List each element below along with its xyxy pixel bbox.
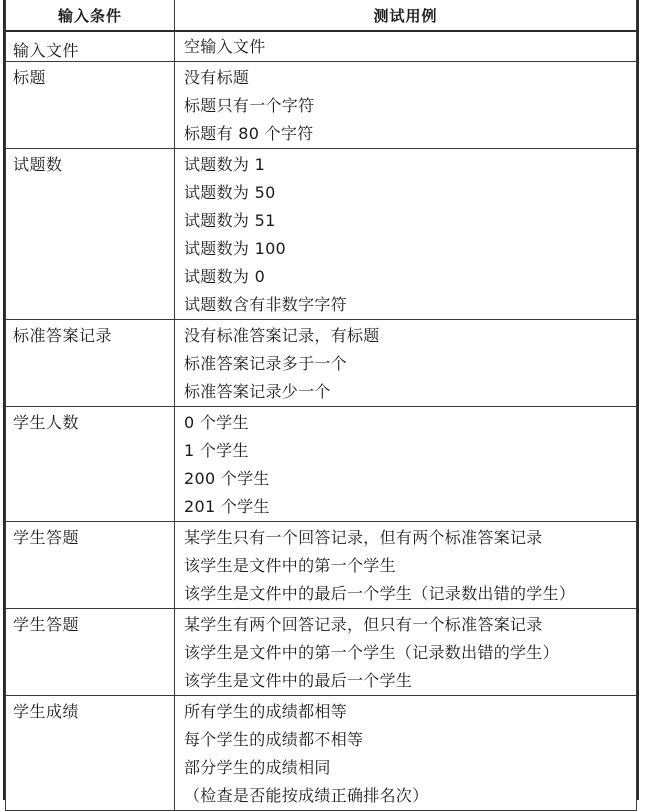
test-case-item: 某学生有两个回答记录，但只有一个标准答案记录 <box>184 615 543 634</box>
input-condition-cell: 试题数 <box>6 149 175 320</box>
table-row <box>6 522 637 609</box>
test-case-table <box>5 0 637 811</box>
table-row <box>6 62 637 149</box>
test-case-item: 部分学生的成绩相同 <box>184 758 331 777</box>
input-condition-cell: 标题 <box>6 62 175 149</box>
test-case-item: 所有学生的成绩都相等 <box>184 702 348 721</box>
test-case-item: 0 个学生 <box>184 413 249 432</box>
table-row <box>6 696 637 811</box>
test-cases-cell <box>175 696 637 811</box>
input-condition-cell: 学生人数 <box>6 407 175 522</box>
test-case-item: 没有标题 <box>184 68 250 87</box>
test-case-item: 标准答案记录少一个 <box>184 382 331 401</box>
test-case-item: 201 个学生 <box>184 497 270 516</box>
test-case-item: 试题数为 0 <box>184 267 266 286</box>
test-cases-cell <box>175 149 637 320</box>
test-cases-cell <box>175 522 637 609</box>
test-cases-cell <box>175 320 637 407</box>
test-case-item: 试题数为 50 <box>184 183 276 202</box>
test-case-item: 标准答案记录多于一个 <box>184 354 348 373</box>
test-case-item: 每个学生的成绩都不相等 <box>184 730 364 749</box>
test-case-item: 试题数为 1 <box>184 155 266 174</box>
test-case-item: 该学生是文件中的第一个学生 <box>184 556 396 575</box>
test-case-item: 该学生是文件中的最后一个学生（记录数出错的学生） <box>184 584 576 603</box>
table-row <box>6 149 637 320</box>
test-case-item: 该学生是文件中的最后一个学生 <box>184 671 413 690</box>
test-case-item: 试题数为 100 <box>184 239 287 258</box>
test-cases-cell <box>175 31 637 62</box>
table-row <box>6 320 637 407</box>
table-row <box>6 31 637 62</box>
test-case-item: 试题数含有非数字字符 <box>184 295 348 314</box>
table-row <box>6 609 637 696</box>
test-case-item: 200 个学生 <box>184 469 270 488</box>
header-input-condition: 输入条件 <box>6 0 175 31</box>
test-case-item: （检查是否能按成绩正确排名次） <box>184 786 429 805</box>
header-test-case: 测试用例 <box>175 0 637 31</box>
input-condition-cell: 标准答案记录 <box>6 320 175 407</box>
test-case-item: 某学生只有一个回答记录，但有两个标准答案记录 <box>184 528 543 547</box>
test-case-item: 试题数为 51 <box>184 211 276 230</box>
test-case-item: 标题只有一个字符 <box>184 96 315 115</box>
test-cases-cell <box>175 407 637 522</box>
test-case-document <box>3 0 639 805</box>
test-cases-cell <box>175 62 637 149</box>
test-case-item: 该学生是文件中的第一个学生（记录数出错的学生） <box>184 643 559 662</box>
test-case-item: 标题有 80 个字符 <box>184 124 314 143</box>
table-body <box>6 31 637 811</box>
input-condition-cell: 学生答题 <box>6 609 175 696</box>
test-cases-cell <box>175 609 637 696</box>
test-case-item: 没有标准答案记录，有标题 <box>184 326 380 345</box>
table-row <box>6 407 637 522</box>
table-header-row <box>6 0 637 31</box>
input-condition-cell: 学生答题 <box>6 522 175 609</box>
input-condition-cell: 学生成绩 <box>6 696 175 811</box>
input-condition-cell: 输入文件 <box>6 31 175 62</box>
test-case-item: 1 个学生 <box>184 441 249 460</box>
test-case-item: 空输入文件 <box>184 37 266 56</box>
